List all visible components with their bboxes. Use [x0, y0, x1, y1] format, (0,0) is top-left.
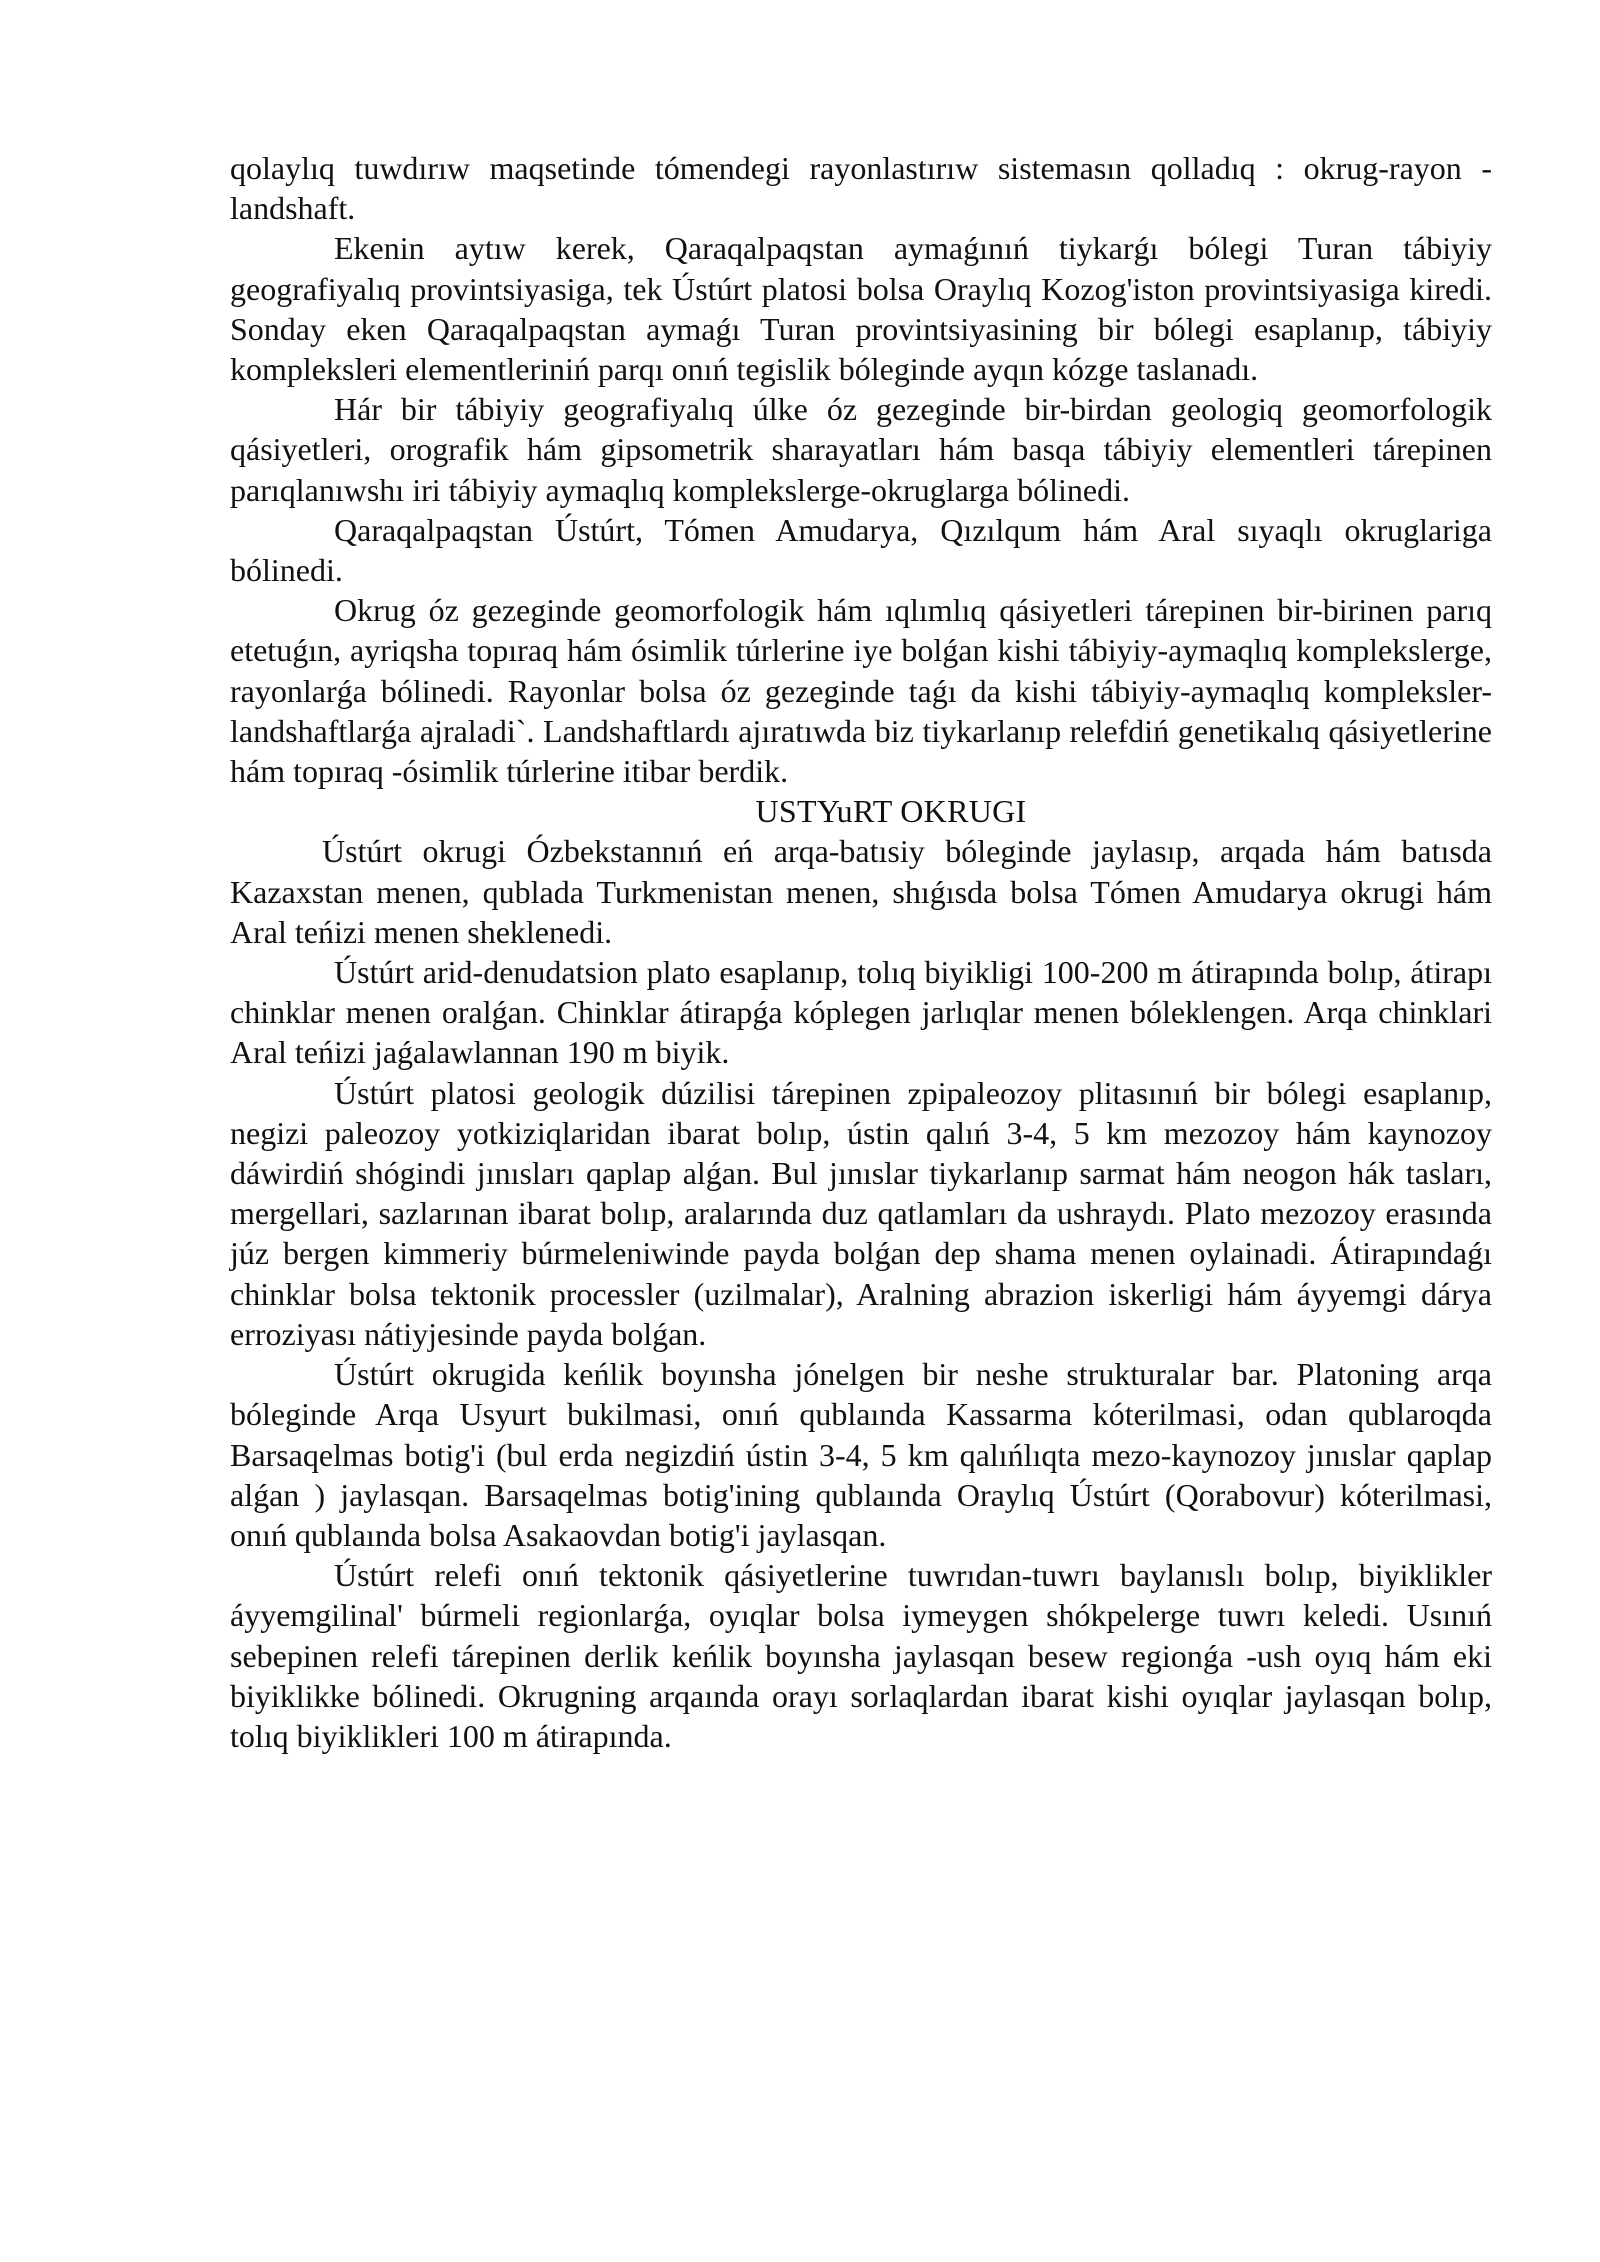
paragraph-2: Ekenin aytıw kerek, Qaraqalpaqstan aymaǵınıń tiykarǵı bólegi Turan tábiyiy geografiyalıq provintsiyasiga, tek Ústúrt platosi bolsa Oraylıq Kozog'iston provintsiyasiga kiredi. Sonday eken Qaraqalpaqstan aymaǵı Turan provintsiyasining bir bólegi esaplanıp, tábiyiy kompleksleri elementleriniń parqı onıń tegislik bóleginde ayqın kózge taslanadı. — [230, 230, 1492, 388]
paragraph-7: Ústúrt arid-denudatsion plato esaplanıp, tolıq biyikligi 100-200 m átirapında bolıp, átirapı chinklar menen oralǵan. Chinklar átirapǵa kóplegen jarlıqlar menen bóleklengen. Arqa chinklari Aral teńizi jaǵalawlannan 190 m biyik. — [230, 954, 1492, 1071]
paragraph-4: Qaraqalpaqstan Ústúrt, Tómen Amudarya, Qızılqum hám Aral sıyaqlı okruglariga bólinedi. — [230, 511, 1492, 589]
paragraph-10: Ústúrt relefi onıń tektonik qásiyetlerine tuwrıdan-tuwrı baylanıslı bolıp, biyiklikler áyyemgilinal' búrmeli regionlarǵa, oyıqlar bolsa iymeygen shókpelerge tuwrı keledi. Usınıń sebepinen relefi tárepinen derlik keńlik boyınsha jaylasqan besew regionǵa -ush oyıq hám eki biyiklikke bólinedi. Okrugning arqaında orayı sorlaqlardan ibarat kishi oyıqlar jaylasqan bolıp, tolıq biyiklikleri 100 m átirapında. — [230, 1557, 1492, 1754]
document-page — [230, 148, 1492, 1756]
section-heading: USTYuRT OKRUGI — [755, 793, 1027, 830]
paragraph-1: qolaylıq tuwdırıw maqsetinde tómendegi rayonlastırıw sistemasın qolladıq : okrug-rayon -landshaft. — [230, 150, 1492, 227]
paragraph-6: Ústúrt okrugi Ózbekstannıń eń arqa-batısiy bóleginde jaylasıp, arqada hám batısda Kazaxstan menen, qublada Turkmenistan menen, shıǵısda bolsa Tómen Amudarya okrugi hám Aral teńizi menen sheklenedi. — [230, 833, 1492, 950]
paragraph-5: Okrug óz gezeginde geomorfologik hám ıqlımlıq qásiyetleri tárepinen bir-birinen parıq etetuǵın, ayriqsha topıraq hám ósimlik túrlerine iye bolǵan kishi tábiyiy-aymaqlıq komplekslerge, rayonlarǵa bólinedi. Rayonlar bolsa óz gezeginde taǵı da kishi tábiyiy-aymaqlıq kompleksler-landshaftlarǵa ajraladi`. Landshaftlardı ajıratıwda biz tiykarlanıp relefdiń genetikalıq qásiyetlerine hám topıraq -ósimlik túrlerine itibar berdik. — [230, 592, 1492, 790]
paragraph-3: Hár bir tábiyiy geografiyalıq úlke óz gezeginde bir-birdan geologiq geomorfologik qásiyetleri, orografik hám gipsometrik sharayatları hám basqa tábiyiy elementleri tárepinen parıqlanıwshı iri tábiyiy aymaqlıq komplekslerge-okruglarga bólinedi. — [230, 391, 1492, 508]
paragraph-9: Ústúrt okrugida keńlik boyınsha jónelgen bir neshe strukturalar bar. Platoning arqa bóleginde Arqa Usyurt bukilmasi, onıń qublaında Kassarma kóterilmasi, odan qublaroqda Barsaqelmas botig'i (bul erda negizdiń ústin 3-4, 5 km qalıńlıqta mezo-kaynozoy jınıslar qaplap alǵan ) jaylasqan. Barsaqelmas botig'ining qublaında Oraylıq Ústúrt (Qorabovur) kóterilmasi, onıń qublaında bolsa Asakaovdan botig'i jaylasqan. — [230, 1356, 1492, 1553]
paragraph-8: Ústúrt platosi geologik dúzilisi tárepinen zpipaleozoy plitasınıń bir bólegi esaplanıp, negizi paleozoy yotkiziqlaridan ibarat bolıp, ústin qalıń 3-4, 5 km mezozoy hám kaynozoy dáwirdiń shógindi jınısları qaplap alǵan. Bul jınıslar tiykarlanıp sarmat hám neogon hák tasları, mergellari, sazlarınan ibarat bolıp, aralarında duz qatlamları da ushraydı. Plato mezozoy erasında júz bergen kimmeriy búrmeleniwinde payda bolǵan dep shama menen oylainadi. Átirapındaǵı chinklar bolsa tektonik processler (uzilmalar), Aralning abrazion iskerligi hám áyyemgi dárya erroziyası nátiyjesinde payda bolǵan. — [230, 1074, 1492, 1352]
